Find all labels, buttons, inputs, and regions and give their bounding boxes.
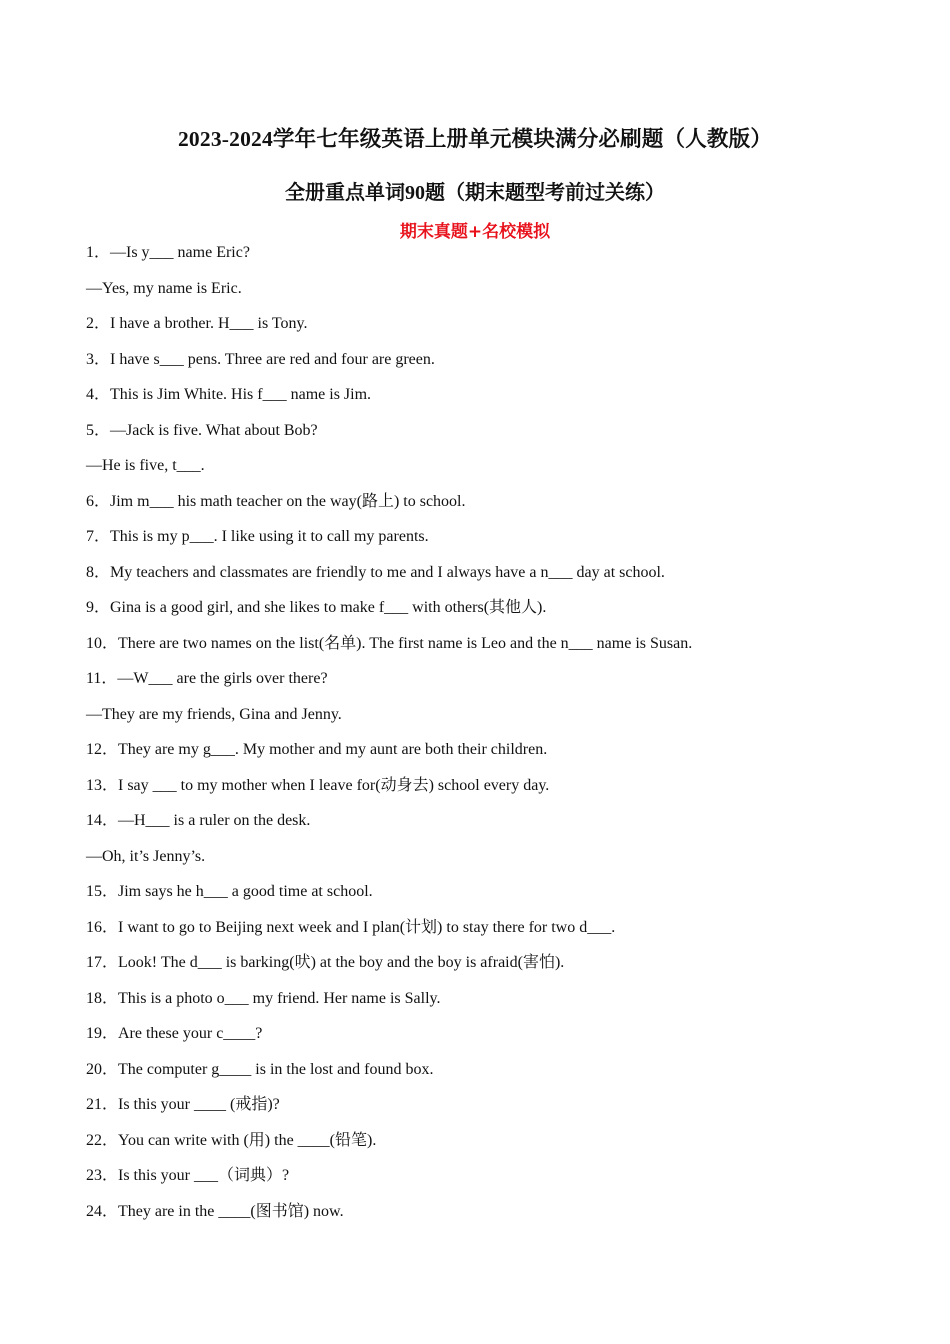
question-line: 6．Jim m___ his math teacher on the way(路上) to school. xyxy=(86,492,466,510)
question-line: 7．This is my p___. I like using it to call my parents. xyxy=(86,528,429,545)
question-line: 15．Jim says he h___ a good time at school. xyxy=(86,883,373,900)
question-line: 24．They are in the ____(图书馆) now. xyxy=(86,1202,344,1220)
source-tag: 期末真题+名校模拟 xyxy=(399,222,551,242)
worksheet-title: 2023-2024学年七年级英语上册单元模块满分必刷题（人教版） xyxy=(177,127,773,151)
question-line: 2．I have a brother. H___ is Tony. xyxy=(86,315,308,332)
question-line: 4．This is Jim White. His f___ name is Jim. xyxy=(86,386,372,403)
question-line: 21．Is this your ____ (戒指)? xyxy=(86,1096,280,1113)
question-line: 1．—Is y___ name Eric? xyxy=(86,244,250,261)
answer-line: —Yes, my name is Eric. xyxy=(86,279,242,297)
question-line: 23．Is this your ___（词典）? xyxy=(86,1167,290,1184)
question-line: 20．The computer g____ is in the lost and found box. xyxy=(86,1060,434,1078)
question-line: 3．I have s___ pens. Three are red and four are green. xyxy=(86,350,435,368)
question-list xyxy=(86,243,886,1237)
question-line: 12．They are my g___. My mother and my aunt are both their children. xyxy=(86,741,548,758)
answer-line: —He is five, t___. xyxy=(86,457,205,474)
question-line: 9．Gina is a good girl, and she likes to make f___ with others(其他人). xyxy=(86,599,547,616)
question-line: 8．My teachers and classmates are friendly to me and I always have a n___ day at school. xyxy=(86,563,665,581)
question-line: 14．—H___ is a ruler on the desk. xyxy=(86,812,311,829)
question-line: 10．There are two names on the list(名单). The first name is Leo and the n___ name is Susan. xyxy=(86,634,693,652)
question-line: 19．Are these your c____? xyxy=(86,1025,263,1042)
question-line: 18．This is a photo o___ my friend. Her name is Sally. xyxy=(86,989,441,1007)
question-line: 16．I want to go to Beijing next week and I plan(计划) to stay there for two d___. xyxy=(86,918,616,936)
worksheet-subtitle: 全册重点单词90题（期末题型考前过关练） xyxy=(285,182,665,204)
question-line: 11．—W___ are the girls over there? xyxy=(86,670,328,687)
question-line: 5．—Jack is five. What about Bob? xyxy=(86,421,318,439)
answer-line: —Oh, it’s Jenny’s. xyxy=(86,847,206,865)
question-line: 22．You can write with (用) the ____(铅笔). xyxy=(86,1131,377,1149)
question-line: 13．I say ___ to my mother when I leave for(动身去) school every day. xyxy=(86,776,550,794)
question-line: 17．Look! The d___ is barking(吠) at the boy and the boy is afraid(害怕). xyxy=(86,954,565,971)
answer-line: —They are my friends, Gina and Jenny. xyxy=(86,705,342,723)
